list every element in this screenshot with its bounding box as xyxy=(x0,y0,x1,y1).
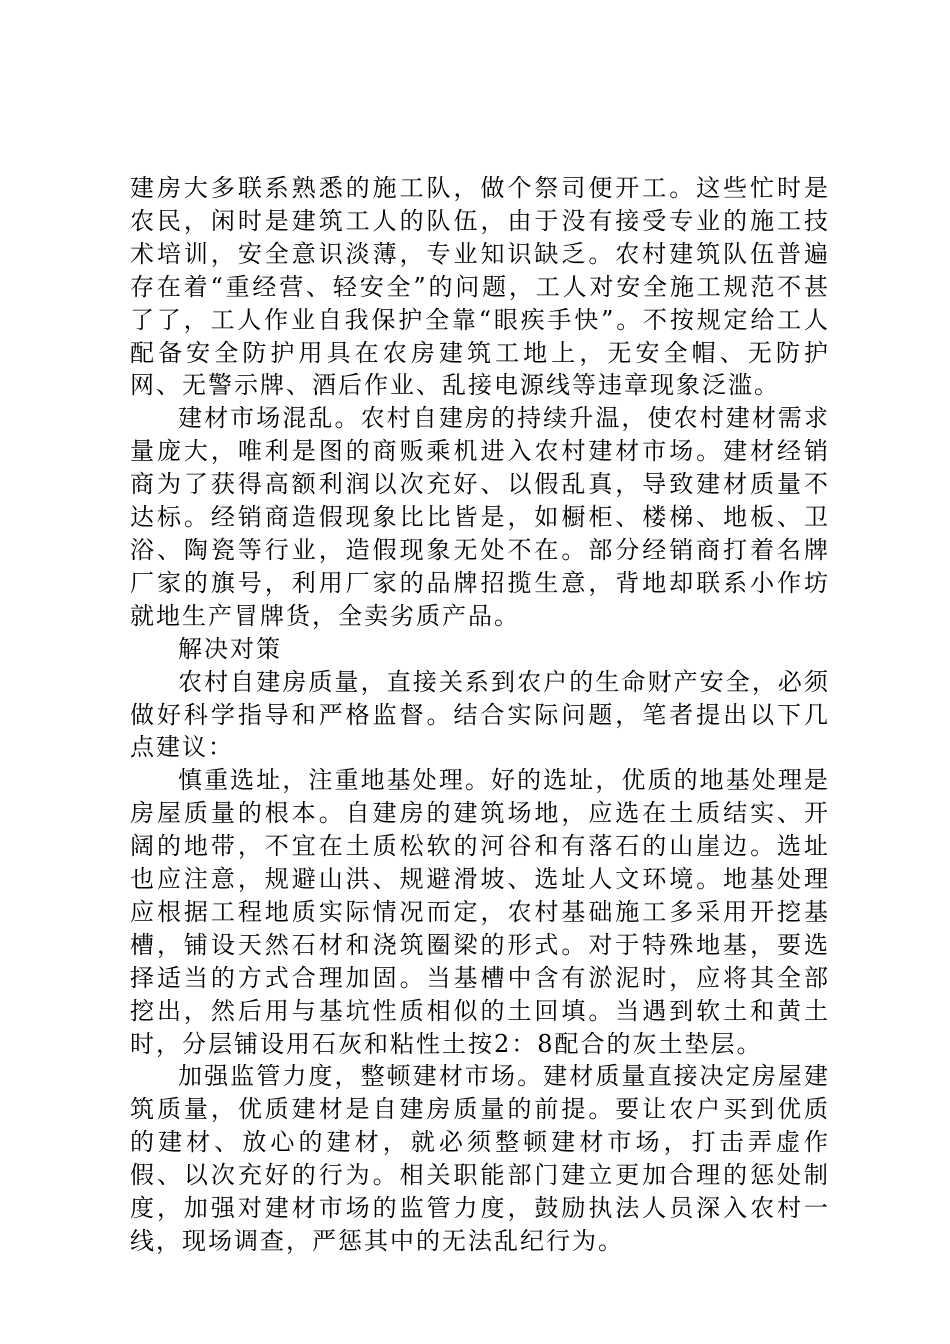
paragraph-strengthen-supervision: 加强监管力度，整顿建材市场。建材质量直接决定房屋建筑质量，优质建材是自建房质量的前提。要让农户买到优质的建材、放心的建材，就必须整顿建材市场，打击弄虚作假、以次充好的行为。相关职能部门建立更加合理的惩处制度，加强对建材市场的监管力度，鼓励执法人员深入农村一线，现场调查，严惩其中的无法乱纪行为。 xyxy=(130,1062,830,1255)
paragraph-solutions-intro: 农村自建房质量，直接关系到农户的生命财产安全，必须做好科学指导和严格监督。结合实际问题，笔者提出以下几点建议： xyxy=(130,667,830,762)
paragraph-workers-safety: 建房大多联系熟悉的施工队，做个祭司便开工。这些忙时是农民，闲时是建筑工人的队伍，由于没有接受专业的施工技术培训，安全意识淡薄，专业知识缺乏。农村建筑队伍普遍存在着“重经营、轻安全”的问题，工人对安全施工规范不甚了了，工人作业自我保护全靠“眼疾手快”。不按规定给工人配备安全防护用具在农房建筑工地上，无安全帽、无防护网、无警示牌、酒后作业、乱接电源线等违章现象泛滥。 xyxy=(130,174,830,400)
section-heading-solutions: 解决对策 xyxy=(178,634,282,663)
paragraph-building-materials-market: 建材市场混乱。农村自建房的持续升温，使农村建材需求量庞大，唯利是图的商贩乘机进入农村建材市场。建材经销商为了获得高额利润以次充好、以假乱真，导致建材质量不达标。经销商造假现象比比皆是，如橱柜、楼梯、地板、卫浴、陶瓷等行业，造假现象无处不在。部分经销商打着名牌厂家的旗号，利用厂家的品牌招揽生意，背地却联系小作坊就地生产冒牌货，全卖劣质产品。 xyxy=(130,404,830,630)
paragraph-site-selection: 慎重选址，注重地基处理。好的选址，优质的地基处理是房屋质量的根本。自建房的建筑场地，应选在土质结实、开阔的地带，不宜在土质松软的河谷和有落石的山崖边。选址也应注意，规避山洪、规避滑坡、选址人文环境。地基处理应根据工程地质实际情况而定，农村基础施工多采用开挖基槽，铺设天然石材和浇筑圈梁的形式。对于特殊地基，要选择适当的方式合理加固。当基槽中含有淤泥时，应将其全部挖出，然后用与基坑性质相似的土回填。当遇到软土和黄土时，分层铺设用石灰和粘性土按2：8配合的灰土垫层。 xyxy=(130,766,830,1058)
document-body xyxy=(130,172,830,1258)
